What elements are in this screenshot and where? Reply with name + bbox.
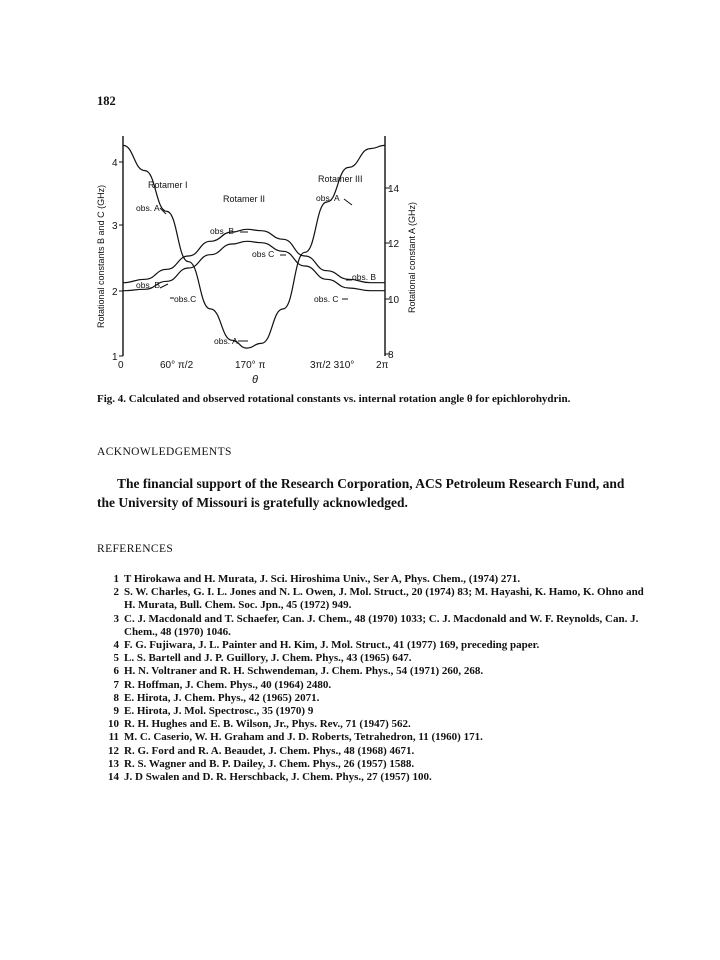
reference-number: 9 <box>113 705 119 718</box>
left-tick-1: 1 <box>112 352 118 363</box>
reference-number: 7 <box>113 678 119 691</box>
acknowledgements-body: The financial support of the Research Corporation, ACS Petroleum Research Fund, and the University of Missouri is gratefully acknowledged. <box>97 476 625 510</box>
reference-item <box>97 613 657 639</box>
reference-text: L. S. Bartell and J. P. Guillory, J. Chem. Phys., 43 (1965) 647. <box>124 652 412 665</box>
references-list <box>97 573 657 784</box>
rotational-constants-figure <box>90 128 620 390</box>
reference-number: 14 <box>108 771 119 784</box>
reference-item <box>97 679 657 692</box>
reference-text: E. Hirota, J. Chem. Phys., 42 (1965) 2071. <box>124 691 320 704</box>
reference-item <box>97 692 657 705</box>
left-tick-4: 4 <box>112 158 118 169</box>
right-tick-14: 14 <box>388 184 400 195</box>
page-number: 182 <box>97 94 116 108</box>
left-axis-label: Rotational constants B and C (GHz) <box>96 184 106 328</box>
right-axis-label: Rotational constant A (GHz) <box>407 201 417 313</box>
reference-number: 12 <box>108 744 119 757</box>
obs-b-rotamer-i: obs. B <box>136 280 161 290</box>
reference-item <box>97 639 657 652</box>
reference-number: 4 <box>113 639 119 652</box>
right-tick-12: 12 <box>388 239 400 250</box>
obs-c-rotamer-i: obs.C <box>174 294 197 304</box>
obs-a-rotamer-ii: obs. A <box>214 336 238 346</box>
reference-text: H. N. Voltraner and R. H. Schwendeman, J. Chem. Phys., 54 (1971) 260, 268. <box>124 665 484 678</box>
figure-caption: Fig. 4. Calculated and observed rotational constants vs. internal rotation angle θ for epichlorohydrin. <box>97 393 571 405</box>
left-tick-2: 2 <box>112 287 118 298</box>
x-tick-170: 170° π <box>235 360 266 371</box>
obs-a-rotamer-iii: obs. A <box>316 193 340 203</box>
x-tick-0: 0 <box>118 360 124 371</box>
right-tick-marks <box>385 188 390 354</box>
reference-text: R. Hoffman, J. Chem. Phys., 40 (1964) 2480. <box>124 678 332 691</box>
reference-number: 6 <box>113 665 119 678</box>
reference-number: 3 <box>113 612 119 625</box>
reference-text: F. G. Fujiwara, J. L. Painter and H. Kim, J. Mol. Struct., 41 (1977) 169, preceding paper. <box>124 639 540 652</box>
x-tick-2pi: 2π <box>376 360 389 371</box>
reference-item <box>97 758 657 771</box>
obs-c-rotamer-ii: obs C <box>252 249 275 259</box>
reference-text: S. W. Charles, G. I. L. Jones and N. L. Owen, J. Mol. Struct., 20 (1974) 83; M. Hayashi, K. Hamo, K. Ohno and H. Murata, Bull. Chem. Soc. Jpn., 45 (1972) 949. <box>124 586 644 612</box>
reference-item <box>97 586 657 612</box>
reference-item <box>97 745 657 758</box>
reference-text: R. S. Wagner and B. P. Dailey, J. Chem. Phys., 26 (1957) 1588. <box>124 757 415 770</box>
rotamer-ii-label: Rotamer II <box>223 194 266 204</box>
reference-text: R. H. Hughes and E. B. Wilson, Jr., Phys. Rev., 71 (1947) 562. <box>124 718 411 731</box>
references-heading: REFERENCES <box>97 543 174 555</box>
reference-item <box>97 705 657 718</box>
reference-text: T Hirokawa and H. Murata, J. Sci. Hiroshima Univ., Ser A, Phys. Chem., (1974) 271. <box>124 573 521 585</box>
x-tick-60: 60° π/2 <box>160 360 194 371</box>
obs-b-rotamer-ii: obs. B <box>210 226 235 236</box>
obs-a-rotamer-i: obs. A <box>136 203 160 213</box>
obs-b-rotamer-iii: obs. B <box>352 272 377 282</box>
reference-text: M. C. Caserio, W. H. Graham and J. D. Roberts, Tetrahedron, 11 (1960) 171. <box>124 731 483 744</box>
reference-text: J. D Swalen and D. R. Herschback, J. Chem. Phys., 27 (1957) 100. <box>124 771 432 784</box>
right-tick-8: 8 <box>388 350 394 361</box>
x-axis-label: θ <box>252 374 258 386</box>
reference-text: E. Hirota, J. Mol. Spectrosc., 35 (1970) 9 <box>124 705 314 718</box>
reference-item <box>97 573 657 586</box>
x-tick-310: 3π/2 310° <box>310 360 355 371</box>
reference-text: R. G. Ford and R. A. Beaudet, J. Chem. Phys., 48 (1968) 4671. <box>124 744 415 757</box>
right-tick-10: 10 <box>388 295 400 306</box>
reference-item <box>97 771 657 784</box>
left-tick-3: 3 <box>112 221 118 232</box>
obs-c-rotamer-iii: obs. C <box>314 294 339 304</box>
reference-item <box>97 665 657 678</box>
reference-number: 11 <box>108 731 119 744</box>
reference-number: 8 <box>113 691 119 704</box>
reference-text: C. J. Macdonald and T. Schaefer, Can. J. Chem., 48 (1970) 1033; C. J. Macdonald and W. F. Reynolds, Can. J. Chem., 48 (1970) 1046. <box>124 612 639 638</box>
acknowledgements-heading: ACKNOWLEDGEMENTS <box>97 446 232 458</box>
reference-item <box>97 718 657 731</box>
reference-number: 5 <box>113 652 119 665</box>
reference-item <box>97 731 657 744</box>
reference-number: 13 <box>108 757 119 770</box>
rotamer-i-label: Rotamer I <box>148 180 188 190</box>
rotamer-iii-label: Rotamer III <box>318 174 363 184</box>
reference-number: 2 <box>113 586 119 599</box>
reference-number: 1 <box>113 573 119 585</box>
reference-item <box>97 652 657 665</box>
reference-number: 10 <box>108 718 119 731</box>
